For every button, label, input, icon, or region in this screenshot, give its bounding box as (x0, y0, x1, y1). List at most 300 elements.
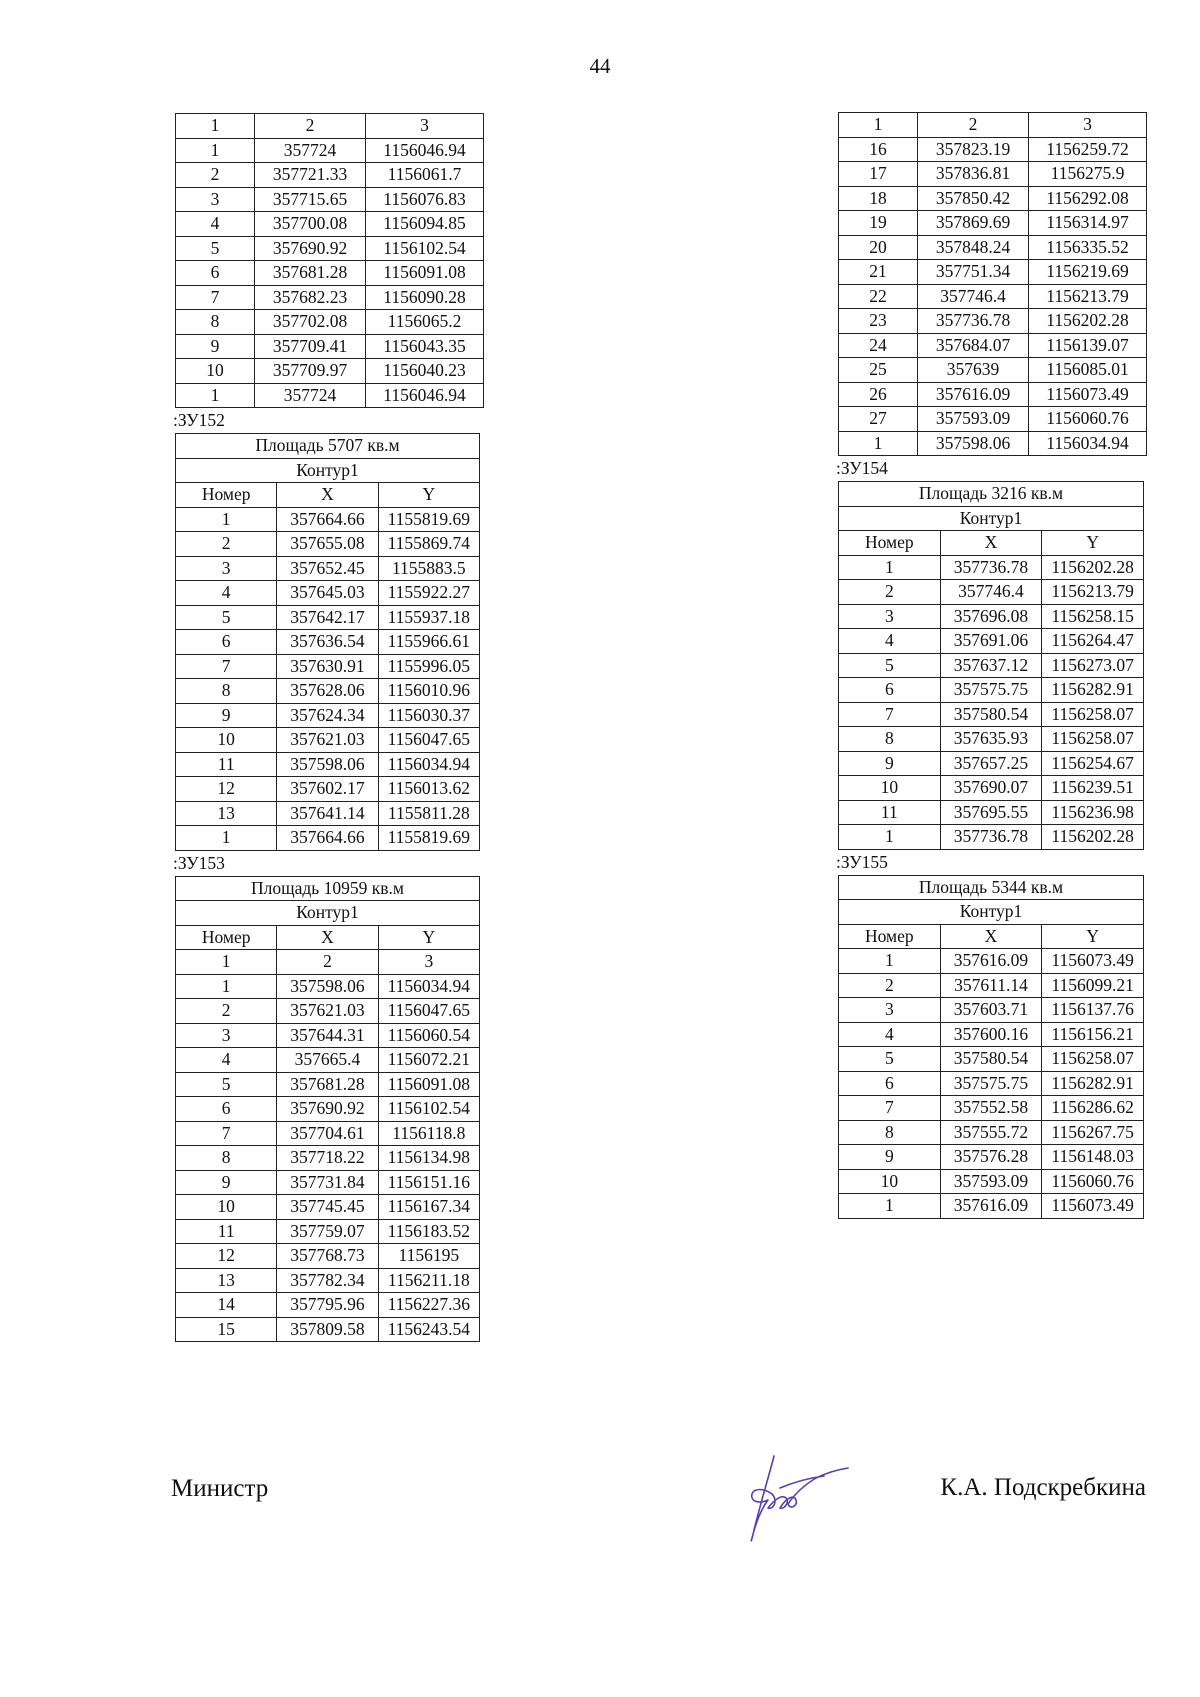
area-row (839, 482, 1144, 507)
table-cell: 1156314.97 (1029, 211, 1147, 236)
table-cell: 21 (839, 260, 918, 285)
table-cell: 1 (839, 555, 941, 580)
column-header: X (277, 925, 378, 950)
table-cell: 3 (378, 950, 479, 975)
table-cell: 1156094.85 (366, 212, 484, 237)
table-cell: 357702.08 (255, 310, 366, 335)
table-cell: 4 (839, 629, 941, 654)
table-row (176, 359, 484, 384)
column-header: Номер (176, 925, 277, 950)
table-cell: 12 (176, 1244, 277, 1269)
table-cell: 3 (176, 187, 255, 212)
table-row (176, 1195, 480, 1220)
table-cell: 357736.78 (940, 825, 1042, 850)
table-cell: 357600.16 (940, 1022, 1042, 1047)
table-row (839, 751, 1144, 776)
table-cell: 6 (176, 261, 255, 286)
table-cell: 5 (176, 605, 277, 630)
column-header: Номер (839, 924, 941, 949)
table-cell: 1156213.79 (1029, 284, 1147, 309)
table-row (176, 605, 480, 630)
table-cell: 357704.61 (277, 1121, 378, 1146)
table-cell: 1 (839, 431, 918, 456)
table-cell: 357616.09 (918, 382, 1029, 407)
table-cell: 1 (176, 974, 277, 999)
table-cell: 2 (839, 580, 941, 605)
contour-row (839, 900, 1144, 925)
table-row (176, 581, 480, 606)
contour-row (176, 901, 480, 926)
contour-name: Контур1 (839, 900, 1144, 925)
table-row (839, 309, 1147, 334)
table-cell: 1156046.94 (366, 138, 484, 163)
table-cell: 357655.08 (277, 532, 378, 557)
table-cell: 9 (176, 1170, 277, 1195)
table-cell: 1156292.08 (1029, 186, 1147, 211)
table-cell: 16 (839, 137, 918, 162)
parcel-label: :ЗУ155 (836, 851, 888, 872)
area-row (839, 875, 1144, 900)
table-cell: 3 (176, 1023, 277, 1048)
column-header-row (176, 483, 480, 508)
table-cell: 1156137.76 (1042, 998, 1144, 1023)
table-row (839, 949, 1144, 974)
table-cell: 1156091.08 (366, 261, 484, 286)
table-cell: 1156099.21 (1042, 973, 1144, 998)
table-cell: 1156010.96 (378, 679, 479, 704)
table-cell: 357576.28 (940, 1145, 1042, 1170)
table-cell: 1156264.47 (1042, 629, 1144, 654)
table-cell: 1156047.65 (378, 728, 479, 753)
table-cell: 1155937.18 (378, 605, 479, 630)
table-cell: 357724 (255, 383, 366, 408)
table-cell: 1155883.5 (378, 556, 479, 581)
table-row (839, 727, 1144, 752)
column-number-cell: 1 (176, 114, 255, 139)
area-row (176, 876, 480, 901)
table-cell: 7 (176, 654, 277, 679)
table-row (176, 654, 480, 679)
table-header-row (176, 114, 484, 139)
table-cell: 357695.55 (940, 800, 1042, 825)
table-row (176, 138, 484, 163)
table-cell: 357616.09 (940, 949, 1042, 974)
table-cell: 1156236.98 (1042, 800, 1144, 825)
column-number-cell: 3 (366, 114, 484, 139)
table-row (839, 431, 1147, 456)
table-cell: 1155819.69 (378, 507, 479, 532)
table-cell: 1156134.98 (378, 1146, 479, 1171)
table-row (176, 1121, 480, 1146)
table-cell: 357621.03 (277, 728, 378, 753)
table-row (839, 260, 1147, 285)
table-cell: 27 (839, 407, 918, 432)
table-cell: 357690.07 (940, 776, 1042, 801)
table-cell: 1156227.36 (378, 1293, 479, 1318)
table-cell: 8 (176, 1146, 277, 1171)
table-cell: 4 (176, 1048, 277, 1073)
table-cell: 357657.25 (940, 751, 1042, 776)
table-row (839, 825, 1144, 850)
parcel-area: Площадь 10959 кв.м (176, 876, 480, 901)
table-row (839, 186, 1147, 211)
table-cell: 5 (839, 653, 941, 678)
table-row (176, 1244, 480, 1269)
table-row (176, 507, 480, 532)
column-header: X (940, 531, 1042, 556)
contour-row (839, 506, 1144, 531)
table-row (839, 407, 1147, 432)
right-column (838, 112, 1144, 1219)
table-row (839, 162, 1147, 187)
contour-name: Контур1 (839, 506, 1144, 531)
table-row (176, 801, 480, 826)
column-header: Y (378, 483, 479, 508)
table-cell: 1156047.65 (378, 999, 479, 1024)
table-row (176, 999, 480, 1024)
table-cell: 357684.07 (918, 333, 1029, 358)
table-cell: 1156046.94 (366, 383, 484, 408)
table-row (176, 212, 484, 237)
table-cell: 1155869.74 (378, 532, 479, 557)
table-cell: 1156254.67 (1042, 751, 1144, 776)
table-row (176, 1072, 480, 1097)
table-cell: 1156148.03 (1042, 1145, 1144, 1170)
table-cell: 357644.31 (277, 1023, 378, 1048)
table-cell: 7 (839, 702, 941, 727)
table-cell: 5 (839, 1047, 941, 1072)
column-header: Y (378, 925, 479, 950)
table-cell: 1156085.01 (1029, 358, 1147, 383)
table-row (839, 382, 1147, 407)
table-row (176, 950, 480, 975)
table-row (176, 679, 480, 704)
table-row (176, 752, 480, 777)
table-row (176, 310, 484, 335)
table-cell: 13 (176, 801, 277, 826)
table-cell: 1155996.05 (378, 654, 479, 679)
table-row (839, 973, 1144, 998)
signatory-name: К.А. Подскребкина (940, 1474, 1146, 1501)
table-cell: 357736.78 (940, 555, 1042, 580)
table-cell: 12 (176, 777, 277, 802)
table-cell: 357598.06 (277, 752, 378, 777)
table-cell: 1156259.72 (1029, 137, 1147, 162)
table-cell: 357691.06 (940, 629, 1042, 654)
table-row (176, 532, 480, 557)
table-cell: 1 (839, 949, 941, 974)
table-cell: 10 (176, 728, 277, 753)
table-row (176, 334, 484, 359)
table-cell: 3 (839, 604, 941, 629)
coordinates-table-continued (838, 112, 1147, 456)
table-cell: 6 (839, 1071, 941, 1096)
table-cell: 357580.54 (940, 1047, 1042, 1072)
table-cell: 1156072.21 (378, 1048, 479, 1073)
table-cell: 1156091.08 (378, 1072, 479, 1097)
table-row (839, 800, 1144, 825)
table-cell: 7 (176, 1121, 277, 1146)
table-cell: 1156211.18 (378, 1268, 479, 1293)
table-row (839, 555, 1144, 580)
parcel-coordinates-table (838, 875, 1144, 1219)
parcel-area: Площадь 5707 кв.м (176, 434, 480, 459)
table-row (839, 1120, 1144, 1145)
table-cell: 17 (839, 162, 918, 187)
table-cell: 1156073.49 (1029, 382, 1147, 407)
table-row (176, 728, 480, 753)
table-cell: 18 (839, 186, 918, 211)
column-header-row (176, 925, 480, 950)
table-cell: 1156213.79 (1042, 580, 1144, 605)
column-header: Y (1042, 531, 1144, 556)
table-cell: 1156243.54 (378, 1317, 479, 1342)
table-cell: 357637.12 (940, 653, 1042, 678)
table-cell: 2 (839, 973, 941, 998)
column-header: Номер (839, 531, 941, 556)
table-cell: 9 (176, 703, 277, 728)
table-cell: 1155922.27 (378, 581, 479, 606)
table-cell: 1156073.49 (1042, 949, 1144, 974)
table-cell: 11 (176, 1219, 277, 1244)
table-cell: 1156167.34 (378, 1195, 479, 1220)
contour-name: Контур1 (176, 901, 480, 926)
column-number-cell: 2 (918, 113, 1029, 138)
table-cell: 5 (176, 236, 255, 261)
table-cell: 3 (176, 556, 277, 581)
table-row (176, 1023, 480, 1048)
table-cell: 357552.58 (940, 1096, 1042, 1121)
table-cell: 5 (176, 1072, 277, 1097)
table-row (176, 383, 484, 408)
table-cell: 1156034.94 (1029, 431, 1147, 456)
table-cell: 4 (176, 212, 255, 237)
contour-row (176, 458, 480, 483)
table-cell: 2 (176, 163, 255, 188)
table-cell: 1 (176, 507, 277, 532)
table-cell: 1156073.49 (1042, 1194, 1144, 1219)
column-number-cell: 2 (255, 114, 366, 139)
table-cell: 1156043.35 (366, 334, 484, 359)
table-row (176, 1170, 480, 1195)
table-cell: 357751.34 (918, 260, 1029, 285)
table-cell: 1156219.69 (1029, 260, 1147, 285)
table-row (839, 358, 1147, 383)
table-row (176, 777, 480, 802)
table-row (839, 653, 1144, 678)
table-cell: 8 (176, 310, 255, 335)
parcel-label: :ЗУ154 (836, 458, 888, 478)
table-row (176, 1219, 480, 1244)
table-cell: 357639 (918, 358, 1029, 383)
table-cell: 1156060.54 (378, 1023, 479, 1048)
parcel-coordinates-table (838, 481, 1144, 850)
column-number-cell: 1 (839, 113, 918, 138)
table-cell: 10 (176, 1195, 277, 1220)
table-cell: 357718.22 (277, 1146, 378, 1171)
table-cell: 357580.54 (940, 702, 1042, 727)
page-number: 44 (589, 54, 611, 78)
column-header: X (277, 483, 378, 508)
table-cell: 1156282.91 (1042, 1071, 1144, 1096)
table-cell: 2 (277, 950, 378, 975)
table-cell: 357782.34 (277, 1268, 378, 1293)
table-cell: 357611.14 (940, 973, 1042, 998)
table-cell: 357690.92 (255, 236, 366, 261)
table-cell: 1156286.62 (1042, 1096, 1144, 1121)
table-cell: 357848.24 (918, 235, 1029, 260)
column-number-cell: 3 (1029, 113, 1147, 138)
table-cell: 357736.78 (918, 309, 1029, 334)
table-cell: 357696.08 (940, 604, 1042, 629)
table-cell: 1156258.07 (1042, 727, 1144, 752)
parcel-label: :ЗУ153 (173, 852, 225, 873)
table-cell: 8 (176, 679, 277, 704)
table-cell: 357616.09 (940, 1194, 1042, 1219)
table-cell: 357709.41 (255, 334, 366, 359)
table-cell: 357642.17 (277, 605, 378, 630)
table-cell: 1156335.52 (1029, 235, 1147, 260)
table-cell: 357652.45 (277, 556, 378, 581)
table-cell: 357628.06 (277, 679, 378, 704)
table-row (839, 137, 1147, 162)
table-cell: 357598.06 (918, 431, 1029, 456)
table-cell: 357681.28 (277, 1072, 378, 1097)
table-cell: 357636.54 (277, 630, 378, 655)
table-row (176, 187, 484, 212)
table-cell: 11 (176, 752, 277, 777)
table-cell: 25 (839, 358, 918, 383)
table-cell: 6 (176, 630, 277, 655)
table-cell: 1156102.54 (366, 236, 484, 261)
table-row (839, 1169, 1144, 1194)
table-row (176, 1146, 480, 1171)
table-row (176, 285, 484, 310)
table-cell: 1156156.21 (1042, 1022, 1144, 1047)
table-cell: 1156267.75 (1042, 1120, 1144, 1145)
contour-name: Контур1 (176, 458, 480, 483)
table-cell: 357575.75 (940, 1071, 1042, 1096)
table-cell: 357664.66 (277, 826, 378, 851)
table-row (176, 1048, 480, 1073)
table-cell: 19 (839, 211, 918, 236)
coordinates-table-continued (175, 113, 484, 408)
table-cell: 10 (839, 1169, 941, 1194)
table-cell: 1156202.28 (1042, 555, 1144, 580)
table-cell: 1156102.54 (378, 1097, 479, 1122)
table-row (839, 702, 1144, 727)
table-cell: 357746.4 (940, 580, 1042, 605)
table-row (176, 1268, 480, 1293)
table-cell: 11 (839, 800, 941, 825)
table-cell: 1155966.61 (378, 630, 479, 655)
table-cell: 1155811.28 (378, 801, 479, 826)
signatory-position: Министр (171, 1475, 269, 1502)
table-cell: 3 (839, 998, 941, 1023)
table-cell: 357602.17 (277, 777, 378, 802)
table-cell: 1156013.62 (378, 777, 479, 802)
table-cell: 357724 (255, 138, 366, 163)
table-cell: 4 (839, 1022, 941, 1047)
table-cell: 7 (839, 1096, 941, 1121)
table-cell: 8 (839, 1120, 941, 1145)
table-row (176, 1097, 480, 1122)
table-row (176, 703, 480, 728)
table-cell: 357603.71 (940, 998, 1042, 1023)
table-cell: 1156061.7 (366, 163, 484, 188)
table-cell: 357731.84 (277, 1170, 378, 1195)
table-row (839, 211, 1147, 236)
table-cell: 1 (839, 1194, 941, 1219)
table-cell: 357635.93 (940, 727, 1042, 752)
column-header-row (839, 531, 1144, 556)
table-cell: 1 (176, 950, 277, 975)
table-cell: 9 (176, 334, 255, 359)
table-row (839, 1022, 1144, 1047)
table-cell: 1156258.15 (1042, 604, 1144, 629)
table-cell: 357768.73 (277, 1244, 378, 1269)
table-cell: 357621.03 (277, 999, 378, 1024)
table-cell: 2 (176, 532, 277, 557)
table-cell: 1156275.9 (1029, 162, 1147, 187)
left-column (175, 113, 480, 1342)
table-cell: 357809.58 (277, 1317, 378, 1342)
table-cell: 357869.69 (918, 211, 1029, 236)
table-cell: 357715.65 (255, 187, 366, 212)
table-cell: 1 (176, 138, 255, 163)
table-cell: 357850.42 (918, 186, 1029, 211)
column-header: Номер (176, 483, 277, 508)
table-row (839, 678, 1144, 703)
table-cell: 357641.14 (277, 801, 378, 826)
parcel-area: Площадь 3216 кв.м (839, 482, 1144, 507)
table-cell: 1156273.07 (1042, 653, 1144, 678)
table-cell: 357721.33 (255, 163, 366, 188)
table-cell: 1 (176, 826, 277, 851)
table-cell: 357665.4 (277, 1048, 378, 1073)
table-cell: 357709.97 (255, 359, 366, 384)
table-cell: 357593.09 (918, 407, 1029, 432)
table-cell: 14 (176, 1293, 277, 1318)
table-row (839, 1047, 1144, 1072)
table-cell: 8 (839, 727, 941, 752)
table-row (176, 556, 480, 581)
table-row (839, 580, 1144, 605)
table-cell: 7 (176, 285, 255, 310)
table-cell: 15 (176, 1317, 277, 1342)
table-row (176, 974, 480, 999)
table-cell: 357593.09 (940, 1169, 1042, 1194)
table-row (839, 284, 1147, 309)
table-cell: 1156030.37 (378, 703, 479, 728)
table-cell: 357795.96 (277, 1293, 378, 1318)
table-cell: 6 (176, 1097, 277, 1122)
table-cell: 1156040.23 (366, 359, 484, 384)
table-cell: 357682.23 (255, 285, 366, 310)
table-row (839, 1194, 1144, 1219)
table-row (839, 776, 1144, 801)
table-cell: 357823.19 (918, 137, 1029, 162)
table-cell: 357624.34 (277, 703, 378, 728)
table-row (839, 1071, 1144, 1096)
table-cell: 1156282.91 (1042, 678, 1144, 703)
table-cell: 1156060.76 (1029, 407, 1147, 432)
table-row (839, 235, 1147, 260)
table-cell: 357690.92 (277, 1097, 378, 1122)
table-row (176, 261, 484, 286)
table-row (176, 163, 484, 188)
table-cell: 1155819.69 (378, 826, 479, 851)
